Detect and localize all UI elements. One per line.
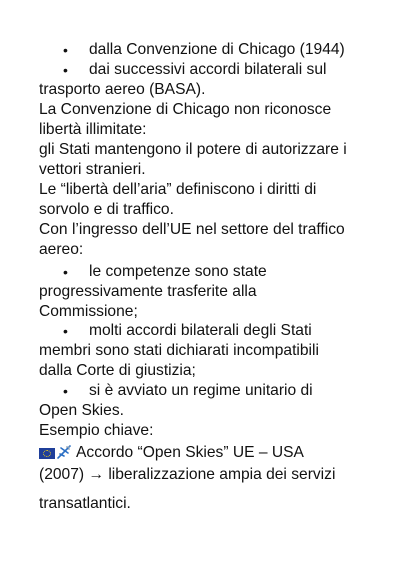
bullet-icon: • [63, 42, 68, 58]
bullet-icon: • [63, 323, 68, 339]
airplane-icon [56, 444, 72, 460]
paragraph-chicago-line2: libertà illimitate: [39, 121, 147, 138]
paragraph-chicago-line1: La Convenzione di Chicago non riconosce [39, 101, 332, 118]
paragraph-stati-line2: vettori stranieri. [39, 161, 146, 178]
bullet-item-accordi-line1: molti accordi bilaterali degli Stati [89, 322, 312, 339]
example-accordo-line1 [39, 443, 304, 463]
paragraph-stati-line1: gli Stati mantengono il potere di autorizzare i [39, 141, 347, 158]
bullet-item-accordi-line2: membri sono stati dichiarati incompatibili [39, 342, 319, 359]
bullet-icon: • [63, 383, 68, 399]
bullet-item-accordi-line3: dalla Corte di giustizia; [39, 362, 196, 379]
example-accordo-text: Accordo “Open Skies” UE – USA [76, 444, 304, 461]
bullet-icon: • [63, 62, 68, 78]
example-accordo-line2: (2007) → liberalizzazione ampia dei servizi [39, 466, 336, 483]
bullet-item-basa-line2: trasporto aereo (BASA). [39, 81, 206, 98]
bullet-item-competenze-line1: le competenze sono state [89, 263, 267, 280]
eu-flag-icon [39, 448, 55, 459]
bullet-item-basa-line1: dai successivi accordi bilaterali sul [89, 61, 327, 78]
example-heading: Esempio chiave: [39, 422, 154, 439]
bullet-item-chicago-convention: dalla Convenzione di Chicago (1944) [89, 41, 345, 58]
bullet-item-regime-line2: Open Skies. [39, 402, 124, 419]
paragraph-liberta-line1: Le “libertà dell’aria” definiscono i diritti di [39, 181, 317, 198]
paragraph-liberta-line2: sorvolo e di traffico. [39, 201, 174, 218]
bullet-item-competenze-line2: progressivamente trasferite alla [39, 283, 257, 300]
bullet-item-competenze-line3: Commissione; [39, 303, 138, 320]
bullet-item-regime-line1: si è avviato un regime unitario di [89, 382, 313, 399]
paragraph-ue-line1: Con l’ingresso dell’UE nel settore del traffico [39, 221, 345, 238]
bullet-icon: • [63, 264, 68, 280]
example-accordo-line3: transatlantici. [39, 495, 131, 512]
paragraph-ue-line2: aereo: [39, 241, 84, 258]
